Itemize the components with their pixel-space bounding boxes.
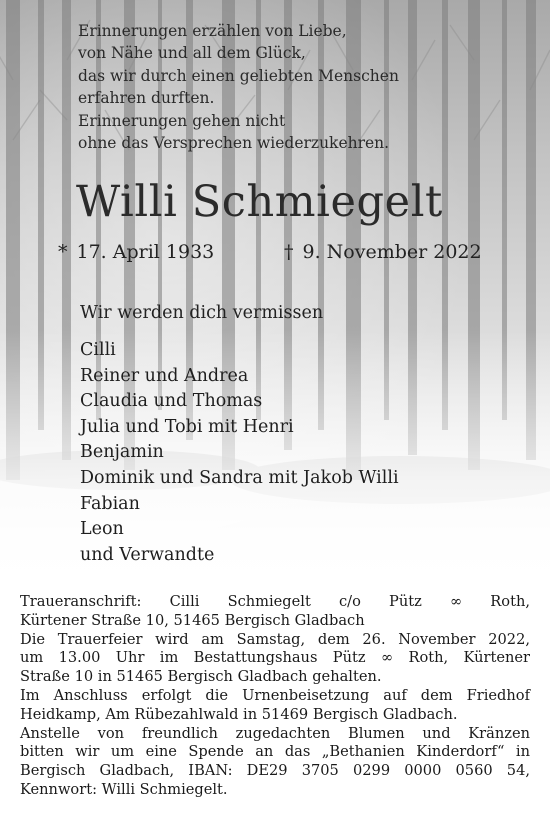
poem-line: Erinnerungen erzählen von Liebe,	[78, 22, 347, 40]
mourner-entry: Dominik und Sandra mit Jakob Willi	[80, 467, 399, 488]
funeral-notice	[20, 593, 530, 800]
poem-line: von Nähe und all dem Glück,	[78, 44, 306, 63]
notice-line: Die Trauerfeier wird am Samstag, dem 26. November 2022,	[20, 630, 530, 648]
notice-line: Kennwort: Willi Schmiegelt.	[20, 780, 228, 798]
mourner-entry: Julia und Tobi mit Henri	[80, 416, 294, 437]
birth-date: 17. April 1933	[76, 241, 215, 263]
death-date-line	[284, 240, 482, 264]
notice-line: Straße 10 in 51465 Bergisch Gladbach gehalten.	[20, 668, 382, 686]
notice-line: Bergisch Gladbach, IBAN: DE29 3705 0299 0000 0560 54,	[20, 762, 530, 780]
notice-line: Traueranschrift: Cilli Schmiegelt c/o Pütz ∞ Roth,	[20, 593, 530, 610]
notice-line: um 13.00 Uhr im Bestattungshaus Pütz ∞ Roth, Kürtener	[20, 649, 530, 667]
poem-line: das wir durch einen geliebten Menschen	[78, 66, 399, 85]
poem-line: Erinnerungen gehen nicht	[78, 111, 286, 130]
mourner-entry: und Verwandte	[80, 544, 215, 565]
mourner-entry: Cilli	[80, 340, 116, 360]
notice-line: Kürtener Straße 10, 51465 Bergisch Gladbach	[20, 611, 365, 629]
mourners-list	[80, 338, 399, 568]
birth-symbol: *	[58, 241, 68, 263]
farewell-message: Wir werden dich vermissen	[80, 303, 324, 323]
mourner-entry: Reiner und Andrea	[80, 365, 249, 386]
notice-line: Heidkamp, Am Rübezahlwald in 51469 Bergisch Gladbach.	[20, 705, 458, 723]
notice-line: Anstelle von freundlich zugedachten Blumen und Kränzen	[20, 724, 530, 742]
mourner-entry: Claudia und Thomas	[80, 391, 263, 412]
poem-line: ohne das Versprechen wiederzukehren.	[78, 134, 390, 153]
deceased-name: Willi Schmiegelt	[76, 177, 443, 227]
poem	[78, 20, 399, 154]
poem-line: erfahren durften.	[78, 89, 215, 108]
death-cross-symbol: †	[284, 241, 294, 263]
notice-line: Im Anschluss erfolgt die Urnenbeisetzung auf dem Friedhof	[20, 686, 530, 704]
death-date: 9. November 2022	[302, 241, 482, 263]
notice-line: bitten wir um eine Spende an das „Bethanien Kinderdorf“ in	[20, 743, 530, 761]
mourner-entry: Fabian	[80, 493, 140, 514]
birth-date-line	[58, 240, 214, 264]
mourner-entry: Benjamin	[80, 442, 164, 463]
mourner-entry: Leon	[80, 519, 124, 540]
